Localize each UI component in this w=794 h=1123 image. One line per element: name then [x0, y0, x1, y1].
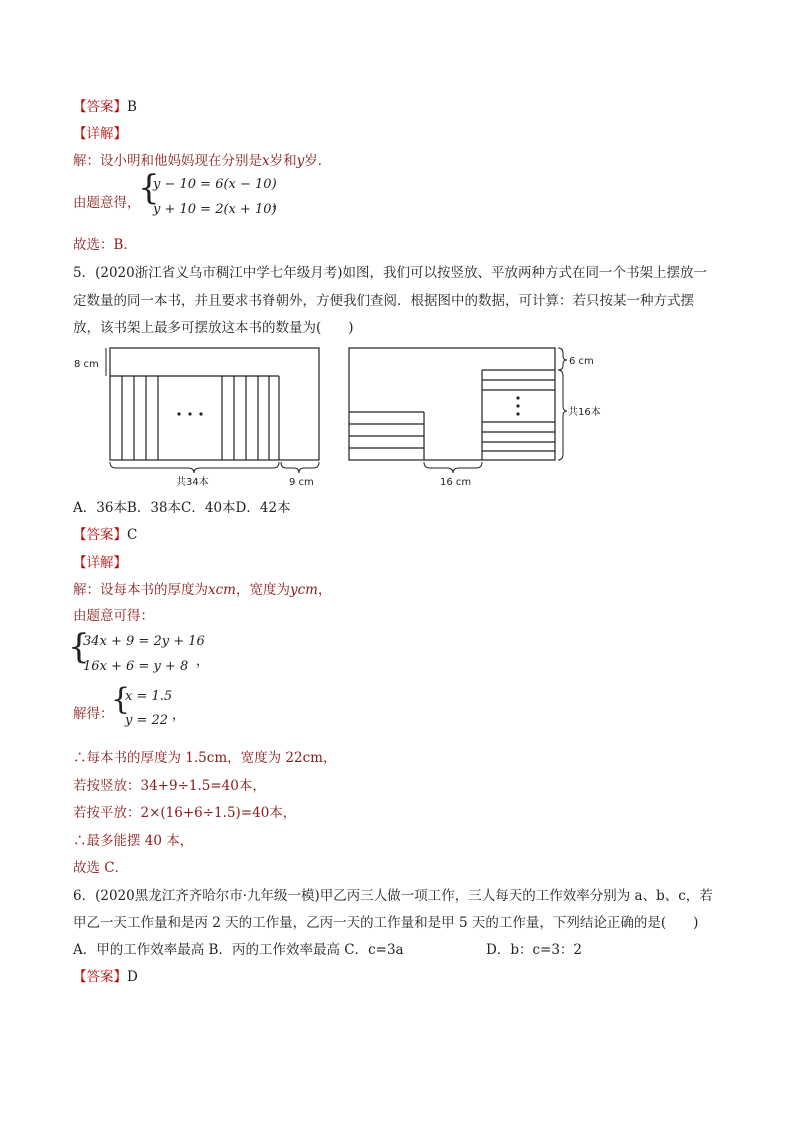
right-gap-brace: [424, 462, 482, 473]
detail-tag: 【详解】: [73, 555, 127, 571]
right-top-label: 6 cm: [569, 356, 594, 367]
q4-detail-tag: [73, 122, 127, 142]
q5-given-label: 由题意可得：: [73, 608, 154, 624]
right-count-brace: [558, 370, 567, 460]
left-gap-brace: [281, 462, 319, 473]
right-gap-label: 16 cm: [440, 477, 472, 488]
q5-res-comma: ，: [172, 708, 186, 723]
detail-tag: 【详解】: [73, 126, 127, 142]
q6-stem-line1: 6．(2020黑龙江齐齐哈尔市·九年级一模)甲乙丙三人做一项工作，三人每天的工作效率分别为 a、b、c，若: [73, 888, 713, 904]
var-xcm: xcm: [208, 582, 236, 598]
left-count-label: 共34本: [176, 477, 209, 488]
q5-concl4: ∴最多能摆 40 本，: [73, 833, 194, 849]
left-shelf: [110, 348, 319, 460]
q5-solve-label: 解得：: [73, 706, 114, 722]
q4-choose: 故选：B．: [73, 237, 137, 253]
q5-brace-2: {: [111, 682, 131, 717]
q6-answer-line: [73, 965, 138, 985]
right-top-brace: [558, 348, 567, 370]
sol-line: 解：设每本书的厚度为: [73, 582, 208, 598]
left-count-brace: [110, 462, 279, 473]
q6-options-abc: A．甲的工作效率最高 B．丙的工作效率最高 C．c=3a: [73, 942, 404, 958]
right-dots: [516, 396, 519, 415]
q5-eq1: 34x + 9 = 2y + 16: [83, 634, 205, 649]
q5-options: A．36本B．38本C．40本D．42本: [73, 500, 291, 516]
q5-eq2: 16x + 6 = y + 8: [83, 659, 189, 674]
q4-answer-line: [73, 95, 137, 115]
q6-stem-line2: 甲乙一天工作量和是丙 2 天的工作量，乙丙一天的工作量和是甲 5 天的工作量，下列结论正确的是( ): [73, 915, 699, 931]
sol-prefix: 解：设小明和他妈妈现在分别是: [73, 153, 262, 169]
q5-res2: y = 22: [125, 713, 169, 728]
left-top-label: 8 cm: [74, 359, 99, 370]
q5-brace-1: {: [68, 627, 90, 667]
answer-tag: 【答案】: [73, 527, 127, 543]
answer-tag: 【答案】: [73, 969, 127, 985]
sol-mid: 岁和: [269, 153, 297, 169]
q4-eq-comma: ，: [272, 196, 286, 211]
q5-res1: x = 1.5: [125, 689, 173, 704]
q5-stem-line1: 5．(2020浙江省义乌市稠江中学七年级月考)如图，我们可以按竖放、平放两种方式在同一个书架上摆放一: [73, 265, 707, 281]
q5-concl1: ∴每本书的厚度为 1.5cm，宽度为 22cm，: [73, 750, 337, 766]
q4-given-label: 由题意得，: [73, 195, 141, 211]
var-y: y: [296, 153, 305, 169]
var-ycm: ycm: [289, 582, 318, 598]
q5-concl3: 若按平放：2×(16+6÷1.5)=40本，: [73, 805, 297, 821]
q5-choose: 故选 C．: [73, 860, 129, 876]
left-dots: [177, 412, 202, 415]
sol-mid: ，宽度为: [235, 582, 290, 598]
answer-tag: 【答案】: [73, 99, 127, 115]
q5-detail-tag: [73, 551, 127, 571]
answer-value: B: [127, 99, 137, 115]
q5-answer-line: [73, 523, 137, 543]
q5-concl2: 若按竖放：34+9÷1.5=40本，: [73, 778, 266, 794]
q5-stem-line2: 定数量的同一本书，并且要求书脊朝外，方便我们查阅．根据图中的数据，可计算：若只按某一种方式摆: [73, 293, 694, 309]
q4-solution-line: [73, 149, 331, 169]
q5-stem-line3: 放，该书架上最多可摆放这本书的数量为( ): [73, 320, 354, 336]
var-x: x: [262, 153, 270, 169]
q4-brace: {: [138, 168, 160, 208]
right-count-label: 共16本: [568, 407, 601, 418]
answer-value: D: [127, 969, 138, 985]
q5-solution-line: [73, 578, 331, 598]
q6-option-d: D．b：c=3：2: [486, 942, 583, 958]
bookshelf-figure: [70, 340, 630, 488]
sol-suffix: 岁．: [304, 153, 332, 169]
answer-value: C: [127, 527, 138, 543]
left-gap-label: 9 cm: [289, 477, 314, 488]
q4-eq1: y − 10 = 6(x − 10): [153, 177, 277, 192]
sol-end: ，: [317, 582, 332, 598]
right-shelf: [349, 348, 555, 460]
q4-eq2: y + 10 = 2(x + 10): [153, 202, 277, 217]
q5-eq-comma: ，: [196, 654, 210, 669]
